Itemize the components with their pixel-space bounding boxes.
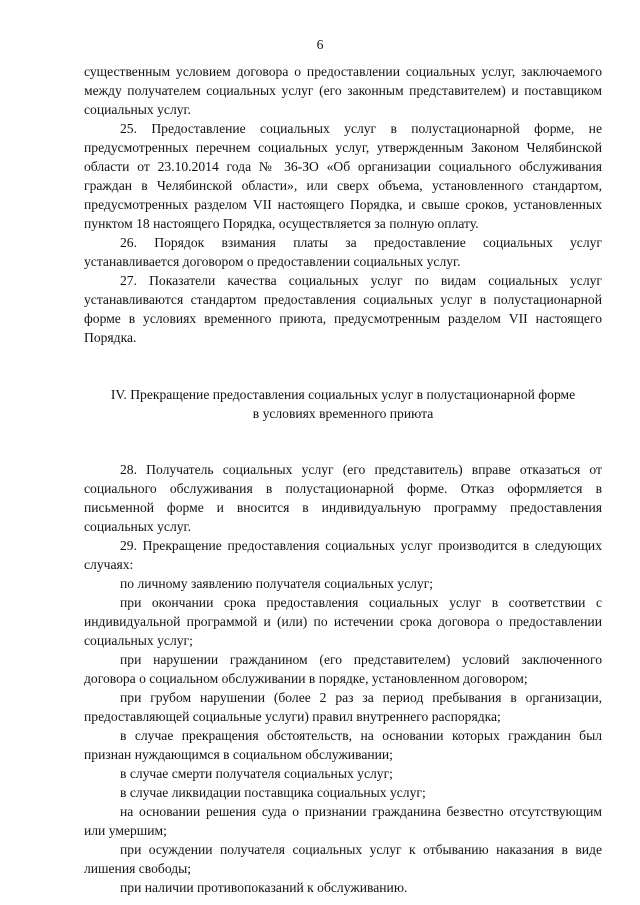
section-heading bbox=[84, 385, 602, 423]
list-item: в случае прекращения обстоятельств, на основании которых гражданин был признан нуждающимся в социальном обслуживании; bbox=[84, 728, 602, 762]
list-item: при окончании срока предоставления социальных услуг в соответствии с индивидуальной программой и (или) по истечении срока договора о предоставлении социальных услуг; bbox=[84, 595, 602, 648]
continuation-paragraph: существенным условием договора о предоставлении социальных услуг, заключаемого между получателем социальных услуг (его законным представителем) и поставщиком социальных услуг. bbox=[84, 64, 602, 117]
section-heading-line-2: в условиях временного приюта bbox=[252, 406, 434, 421]
page-number: 6 bbox=[316, 37, 324, 52]
paragraph-28: 28. Получатель социальных услуг (его представитель) вправе отказаться от социального обслуживания в полустационарной форме. Отказ оформляется в письменной форме и вносится в индивидуальную программу предоставления социальных услуг. bbox=[84, 462, 602, 534]
paragraph-25: 25. Предоставление социальных услуг в полустационарной форме, не предусмотренных перечнем социальных услуг, утвержденным Законом Челябинской области от 23.10.2014 года № 36-ЗО «Об организации социального обслуживания граждан в Челябинской области», или сверх объема, установленного стандартом, предусмотренных разделом VII настоящего Порядка, и свыше сроков, установленных пунктом 18 настоящего Порядка, осуществляется за полную оплату. bbox=[84, 121, 602, 231]
paragraph-27: 27. Показатели качества социальных услуг по видам социальных услуг устанавливаются стандартом предоставления социальных услуг в полустационарной форме в условиях временного приюта, предусмотренным разделом VII настоящего Порядка. bbox=[84, 273, 602, 345]
section-heading-line-1: IV. Прекращение предоставления социальных услуг в полустационарной форме bbox=[110, 387, 576, 402]
paragraph-29: 29. Прекращение предоставления социальных услуг производится в следующих случаях: bbox=[84, 538, 602, 572]
list-item: в случае ликвидации поставщика социальных услуг; bbox=[120, 785, 426, 800]
section-body bbox=[84, 460, 602, 897]
list-item: при наличии противопоказаний к обслуживанию. bbox=[120, 880, 408, 895]
list-item: при грубом нарушении (более 2 раз за период пребывания в организации, предоставляющей социальные услуги) правил внутреннего распорядка; bbox=[84, 690, 602, 724]
list-item: при нарушении гражданином (его представителем) условий заключенного договора о социальном обслуживании в порядке, установленном договором; bbox=[84, 652, 602, 686]
document-body bbox=[84, 62, 602, 897]
paragraph-26: 26. Порядок взимания платы за предоставление социальных услуг устанавливается договором о предоставлении социальных услуг. bbox=[84, 235, 602, 269]
list-item: на основании решения суда о признании гражданина безвестно отсутствующим или умершим; bbox=[84, 804, 602, 838]
list-item: при осуждении получателя социальных услуг к отбыванию наказания в виде лишения свободы; bbox=[84, 842, 602, 876]
list-item: в случае смерти получателя социальных услуг; bbox=[120, 766, 393, 781]
list-item: по личному заявлению получателя социальных услуг; bbox=[120, 576, 434, 591]
